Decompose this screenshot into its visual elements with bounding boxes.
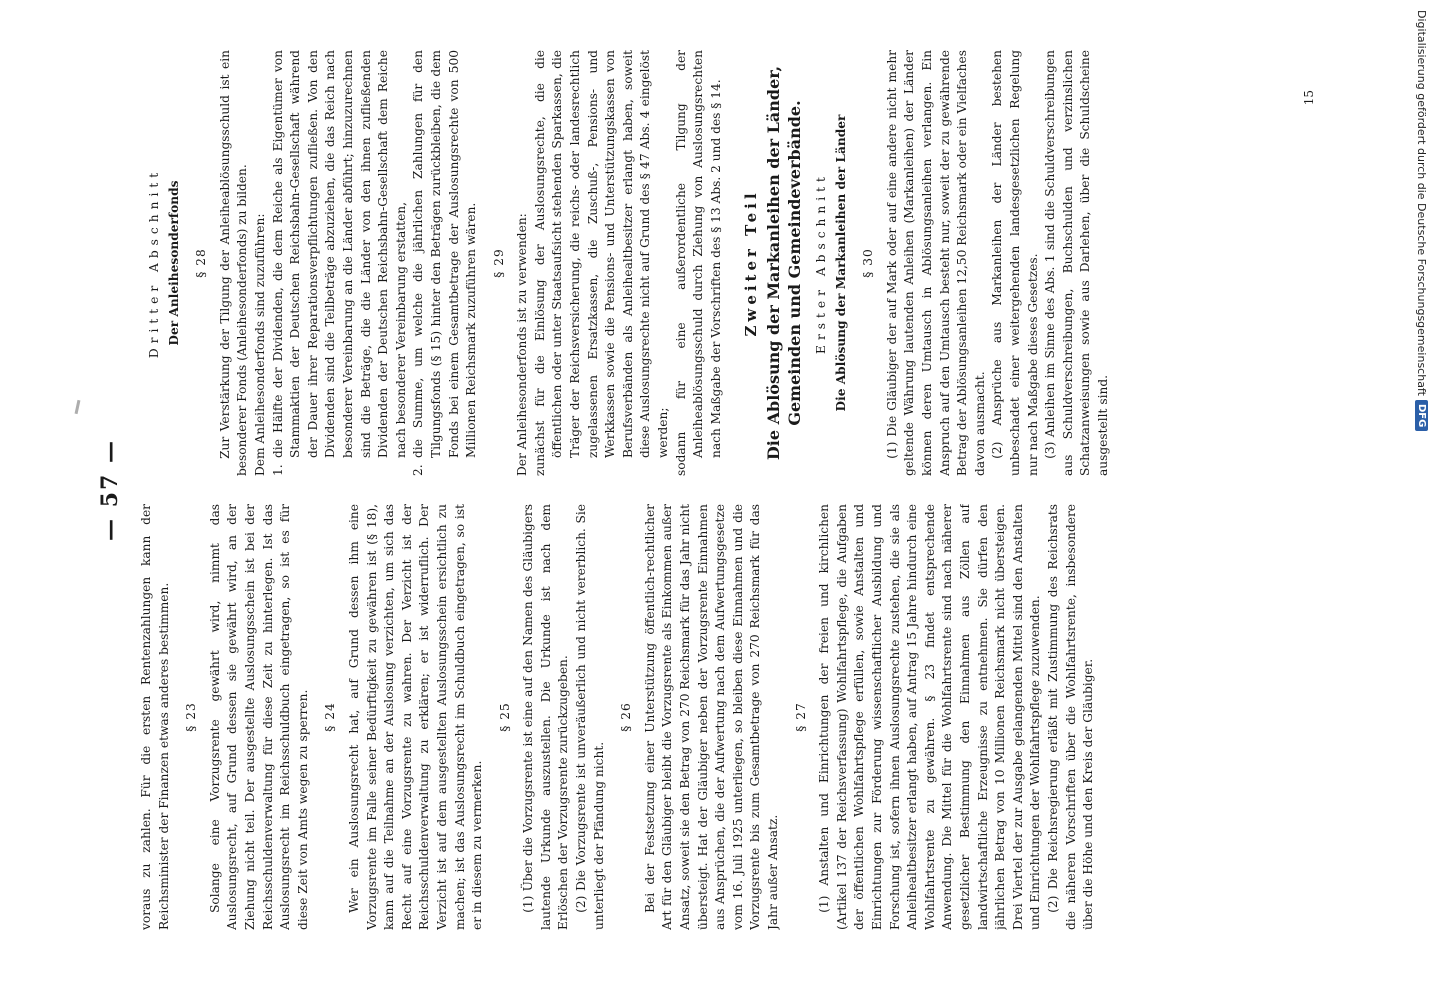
item-2-number: 2. bbox=[411, 464, 426, 476]
section-30-paragraph-2: (2) Ansprüche aus Markanleihen der Länder bestehen unbeschadet einer weitergehenden landesgesetzlichen Regelung nur nach Maßgabe dieses Gesetzes. bbox=[990, 50, 1040, 476]
section-23-text: Solange eine Vorzugsrente gewährt wird, nimmt das Auslosungsrecht, auf Grund dessen sie gewährt wird, an der Ziehung nicht teil. Der ausgestellte Auslosungsschein ist bei der Reichsschuldenverwaltung für diese Zeit zu hinterlegen. Ist das Auslosungsrecht im Reichsschuldbuch eingetragen, so ist es für diese Zeit von Amts wegen zu sperren. bbox=[207, 504, 310, 930]
item-1-number: 1. bbox=[270, 464, 285, 476]
section-25-heading: § 25 bbox=[497, 702, 512, 732]
section-28-heading: § 28 bbox=[194, 248, 209, 278]
section-23-heading: § 23 bbox=[184, 702, 199, 732]
left-column bbox=[138, 504, 1298, 930]
section-29-lead: Der Anleihesonderfonds ist zu verwenden: bbox=[515, 213, 530, 476]
two-column-body bbox=[138, 50, 1298, 930]
credit-text: Digitalisierung gefördert durch die Deutsche Forschungsgemeinschaft bbox=[1415, 10, 1428, 396]
section-28-item-1 bbox=[270, 50, 411, 476]
section-27-paragraph-2: (2) Die Reichsregierung erläßt mit Zustimmung des Reichsrats die näheren Vorschriften über die Wohlfahrtsrente, insbesondere über die Höhe und den Kreis der Gläubiger. bbox=[1045, 504, 1096, 930]
rotated-document-page bbox=[90, 50, 1316, 930]
section-25-paragraph-2: (2) Die Vorzugsrente ist unveräußerlich und nicht vererblich. Sie unterliegt der Pfändung nicht. bbox=[574, 504, 606, 930]
signature-number: 15 bbox=[1302, 90, 1316, 106]
dfg-logo: DFG bbox=[1415, 400, 1428, 431]
section-30-heading: § 30 bbox=[861, 248, 876, 278]
section-25-paragraph-1: (1) Über die Vorzugsrente ist eine auf den Namen des Gläubigers lautende Urkunde auszustellen. Die Urkunde ist nach dem Erlöschen der Vorzugsrente zurückzugeben. bbox=[521, 504, 571, 930]
section-29-clause-b: sodann für eine außerordentliche Tilgung der Anleiheablösungsschuld durch Ziehung von Auslosungsrechten nach Maßgabe der Vorschriften des § 13 Abs. 2 und des § 14. bbox=[673, 50, 723, 476]
section-24-text: Wer ein Auslosungsrecht hat, auf Grund dessen ihm eine Vorzugsrente im Falle seiner Bedürftigkeit zu gewähren ist (§ 18), kann auf die Teilnahme an der Auslosung verzichten, um sich das Recht auf eine Vorzugsrente zu wahren. Der Verzicht ist der Reichsschuldenverwaltung zu erklären; er ist widerruflich. Der Verzicht ist auf dem ausgestellten Auslosungsschein ersichtlich zu machen; ist das Auslosungsrecht im Schuldbuch eingetragen, so ist er in diesem zu vermerken. bbox=[346, 504, 485, 930]
anleihesonderfonds-title: Der Anleihesonderfonds bbox=[166, 180, 181, 346]
section-26-text: Bei der Festsetzung einer Unterstützung öffentlich-rechtlicher Art für den Gläubiger bleibt die Vorzugsrente als Einkommen außer Ansatz, soweit sie den Betrag von 270 Reichsmark für das Jahr nicht übersteigt. Hat der Gläubiger neben der Vorzugsrente Einnahmen aus Ansprüchen, die der Aufwertung nach dem Aufwertungsgesetze vom 16. Juli 1925 unterliegen, so bleiben diese Einnahmen und die Vorzugsrente bis zum Gesamtbetrage von 270 Reichsmark für das Jahr außer Ansatz. bbox=[642, 504, 780, 930]
section-28-lead: Dem Anleihesonderfonds sind zuzuführen: bbox=[252, 213, 267, 476]
section-27-paragraph-1: (1) Anstalten und Einrichtungen der freien und kirchlichen (Artikel 137 der Reichsverfassung) Wohlfahrtspflege, die Aufgaben der öffentlichen Wohlfahrtspflege erfüllen, sowie Anstalten und Einrichtungen zur Förderung wissenschaftlicher Ausbildung und Forschung ist, sofern ihnen Auslosungsrechte zustehen, die sie als Anleihealtbesitzer erlangt haben, auf Antrag 15 Jahre hindurch eine Wohlfahrtsrente zu gewähren. § 23 findet entsprechende Anwendung. Die Mittel für die Wohlfahrtsrente sind nach näherer gesetzlicher Bestimmung den Einnahmen aus Zöllen auf landwirtschaftliche Erzeugnisse zu entnehmen. Sie dürfen den jährlichen Betrag von 10 Millionen Reichsmark nicht übersteigen. Drei Viertel der zur Ausgabe gelangenden Mittel sind den Anstalten und Einrichtungen der Wohlfahrtspflege zuzuwenden. bbox=[817, 504, 1043, 930]
section-29-clause-a: zunächst für die Einlösung der Auslosungsrechte, die die öffentlichen oder unter Staatsaufsicht stehenden Sparkassen, die Träger der Reichsversicherung, die reichs- oder landesrechtlich zugelassenen Ersatzkassen, die Zuschuß-, Pensions- und Werkkassen sowie die Pensions- und Unterstützungskassen von Berufsverbänden als Anleihealtbesitzer erlangt haben, soweit diese Auslosungsrechte nicht auf Grund des § 47 Abs. 4 eingelöst werden; bbox=[532, 50, 671, 476]
section-24-heading: § 24 bbox=[323, 702, 338, 732]
digitization-credit bbox=[1410, 0, 1430, 1000]
page-number-header: — 57 — bbox=[97, 439, 123, 541]
abschnitt-1-label: Erster Abschnitt bbox=[814, 172, 828, 354]
part-2-label: Zweiter Teil bbox=[742, 189, 761, 337]
section-29-heading: § 29 bbox=[491, 248, 506, 278]
item-1-text: die Hälfte der Dividenden, die dem Reiche als Eigentümer von Stammaktien der Deutschen Reichsbahn-Gesellschaft während der Dauer ihrer Reparationsverpflichtungen zufließen. Von den Dividenden sind die Teilbeträge abzuziehen, die das Reich nach besonderer Vereinbarung an die Länder abführt; hinzuzurechnen sind die Beträge, die die Länder von den ihnen zufließenden Dividenden der Deutschen Reichsbahn-Gesellschaft dem Reiche nach besonderer Vereinbarung erstatten, bbox=[270, 50, 408, 458]
laender-title: Die Ablösung der Markanleihen der Länder bbox=[833, 114, 848, 412]
section-27-heading: § 27 bbox=[793, 702, 808, 732]
right-column bbox=[138, 50, 1298, 476]
abschnitt-3-label: Dritter Abschnitt bbox=[147, 167, 161, 359]
section-30-paragraph-3: (3) Anleihen im Sinne des Abs. 1 sind die Schuldverschreibungen aus Schuldverschreibungen, Buchschulden und verzinslichen Schatzanweisungen sowie aus Darlehen, über die Schuldscheine ausgestellt sind. bbox=[1043, 50, 1110, 476]
section-30-paragraph-1: (1) Die Gläubiger der auf Mark oder auf eine andere nicht mehr geltende Währung lautenden Anleihen (Markanleihen) der Länder können deren Umtausch in Ablösungsanleihen verlangen. Ein Anspruch auf den Umtausch besteht nur, soweit der zu gewährende Betrag der Ablösungsanleihen 12,50 Reichsmark oder ein Vielfaches davon ausmacht. bbox=[884, 50, 987, 476]
item-2-text: die Summe, um welche die jährlichen Zahlungen für den Tilgungsfonds (§ 15) hinter den Beträgen zurückbleiben, die dem Fonds bei einem Gesamtbetrage der Auslosungsrechte von 500 Millionen Reichsmark zuzuführen wären. bbox=[411, 50, 479, 458]
scan-speck bbox=[75, 400, 81, 414]
carryover-paragraph: voraus zu zahlen. Für die ersten Rentenzahlungen kann der Reichsminister der Finanzen etwas anderes bestimmen. bbox=[139, 504, 171, 930]
section-28-intro: Zur Verstärkung der Tilgung der Anleiheablösungsschuld ist ein besonderer Fonds (Anleihesonderfonds) zu bilden. bbox=[217, 50, 250, 476]
part-2-title: Die Ablösung der Markanleihen der Länder, Gemeinden und Gemeindeverbände. bbox=[764, 65, 804, 461]
section-28-item-2 bbox=[410, 50, 480, 476]
credit-line bbox=[1415, 10, 1428, 690]
section-26-heading: § 26 bbox=[619, 702, 634, 732]
